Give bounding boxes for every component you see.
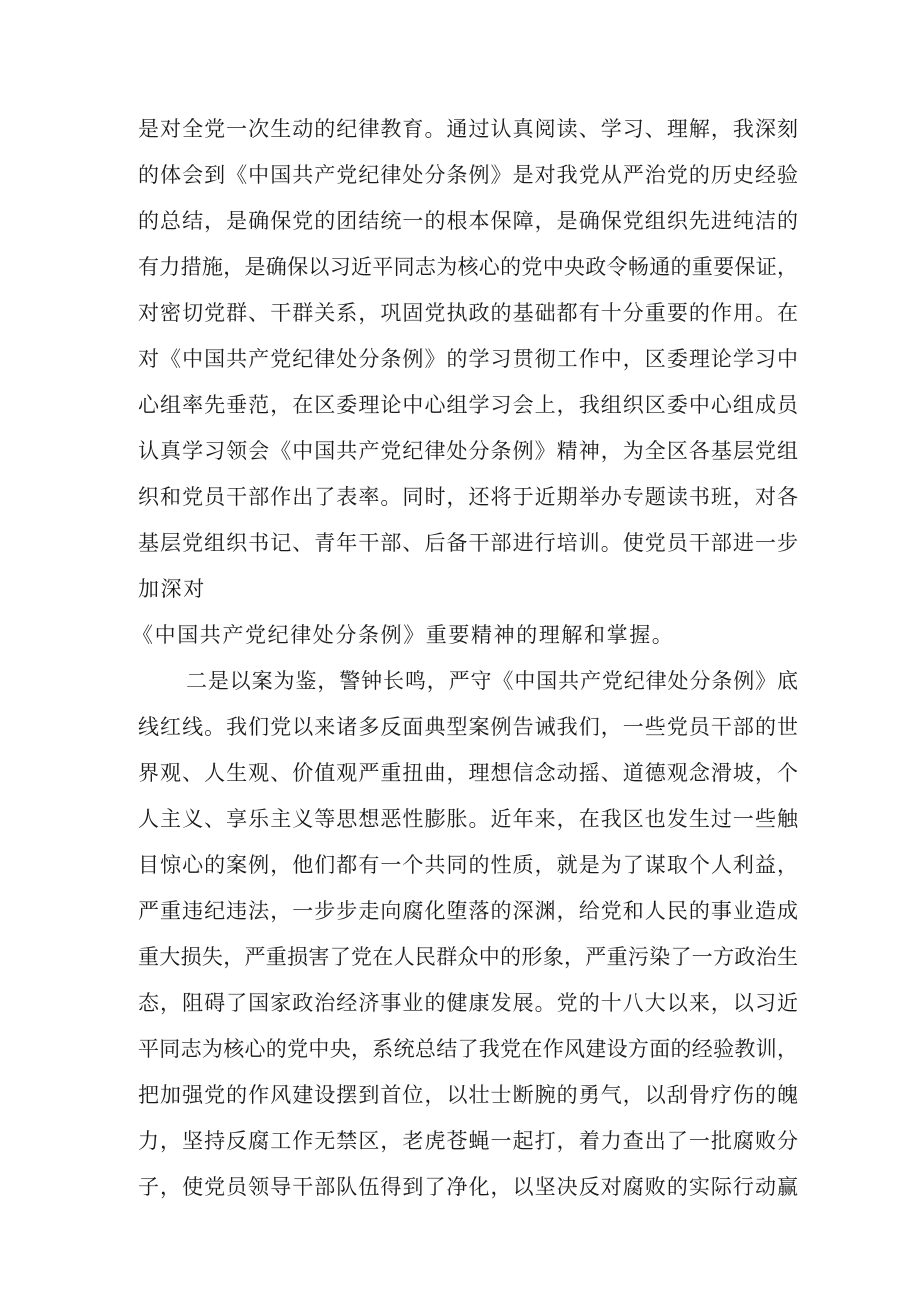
text-line: 子，使党员领导干部队伍得到了净化，以坚决反对腐败的实际行动赢 [138,1175,798,1199]
text-line: 心组率先垂范，在区委理论中心组学习会上，我组织区委中心组成员 [138,393,798,417]
text-line: 力，坚持反腐工作无禁区，老虎苍蝇一起打，着力查出了一批腐败分 [138,1129,798,1153]
text-line: 目惊心的案例，他们都有一个共同的性质，就是为了谋取个人利益， [138,853,798,877]
text-line: 有力措施，是确保以习近平同志为核心的党中央政令畅通的重要保证， [138,255,798,279]
text-line: 对《中国共产党纪律处分条例》的学习贯彻工作中，区委理论学习中 [138,347,798,371]
text-line: 的总结，是确保党的团结统一的根本保障，是确保党组织先进纯洁的 [138,209,798,233]
text-line: 严重违纪违法，一步步走向腐化堕落的深渊，给党和人民的事业造成 [138,899,798,923]
text-line: 对密切党群、干群关系，巩固党执政的基础都有十分重要的作用。在 [138,301,798,325]
paragraph-first-line: 二是以案为鉴，警钟长鸣，严守《中国共产党纪律处分条例》底 [186,669,798,693]
text-line: 是对全党一次生动的纪律教育。通过认真阅读、学习、理解，我深刻 [138,117,798,141]
text-line: 把加强党的作风建设摆到首位，以壮士断腕的勇气，以刮骨疗伤的魄 [138,1083,798,1107]
text-line: 平同志为核心的党中央，系统总结了我党在作风建设方面的经验教训， [138,1037,798,1061]
text-line: 人主义、享乐主义等思想恶性膨胀。近年来，在我区也发生过一些触 [138,807,798,831]
text-line: 的体会到《中国共产党纪律处分条例》是对我党从严治党的历史经验 [138,163,798,187]
text-line: 基层党组织书记、青年干部、后备干部进行培训。使党员干部进一步 [138,531,798,555]
text-line: 线红线。我们党以来诸多反面典型案例告诫我们，一些党员干部的世 [138,715,798,739]
text-line: 重大损失，严重损害了党在人民群众中的形象，严重污染了一方政治生 [138,945,798,969]
text-line: 认真学习领会《中国共产党纪律处分条例》精神，为全区各基层党组 [138,439,798,463]
text-line: 态，阻碍了国家政治经济事业的健康发展。党的十八大以来，以习近 [138,991,798,1015]
text-line: 加深对 [138,577,206,601]
text-line: 界观、人生观、价值观严重扭曲，理想信念动摇、道德观念滑坡，个 [138,761,798,785]
text-line: 织和党员干部作出了表率。同时，还将于近期举办专题读书班，对各 [138,485,798,509]
text-line: 《中国共产党纪律处分条例》重要精神的理解和掌握。 [132,623,675,647]
